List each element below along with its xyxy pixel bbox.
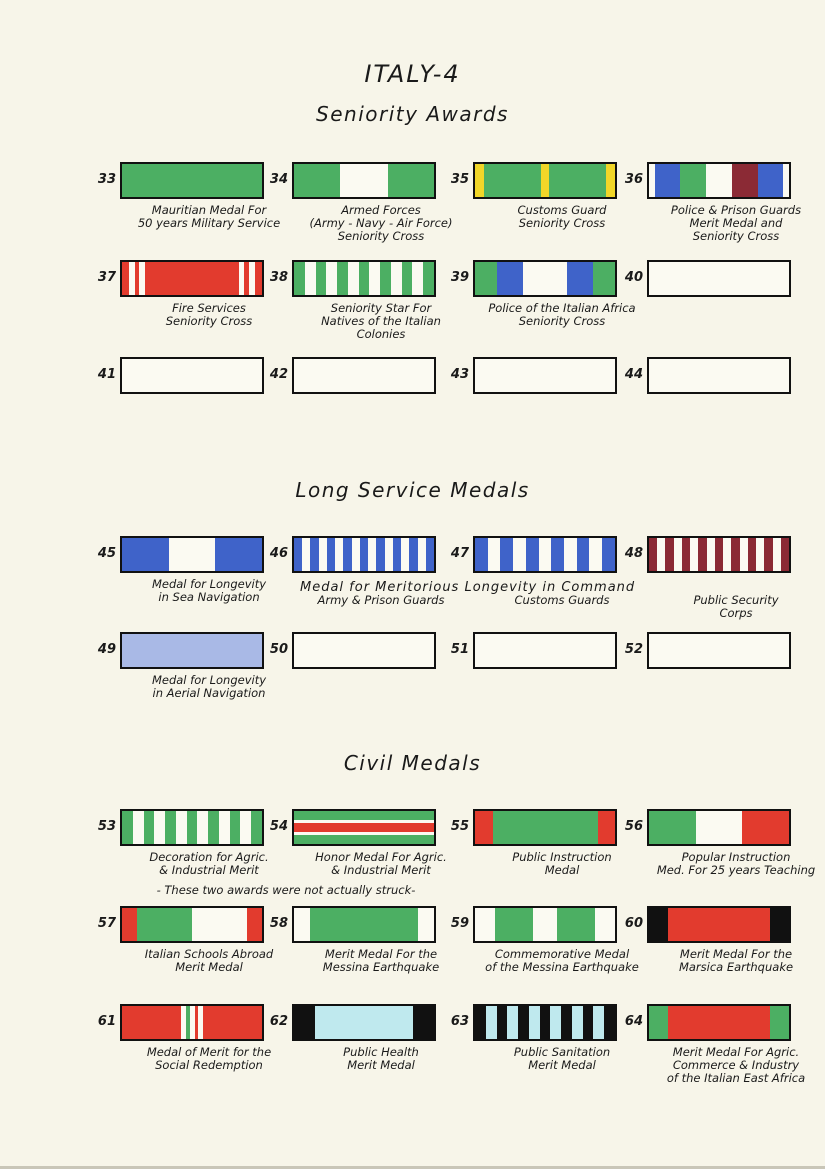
ribbon-swatch: [647, 809, 791, 846]
ribbon-stripe: [133, 811, 144, 844]
ribbon-stripe: [770, 1006, 789, 1039]
ribbon-stripe: [192, 908, 247, 941]
ribbon-stripe: [360, 538, 368, 571]
ribbon-stripe: [589, 538, 602, 571]
ribbon-stripe: [690, 538, 698, 571]
ribbon-stripe: [385, 538, 393, 571]
ribbon-stripe: [230, 811, 241, 844]
ribbon-swatch: [647, 632, 791, 669]
ribbon-stripe: [327, 538, 335, 571]
ribbon-stripe: [649, 538, 657, 571]
ribbon-caption: Mauritian Medal For 50 years Military Service: [137, 203, 281, 230]
ribbon-stripe: [715, 538, 723, 571]
ribbon-swatch: [120, 1004, 264, 1041]
ribbon-stripe: [696, 811, 743, 844]
ribbon-swatch: [292, 162, 436, 199]
ribbon-stripe: [294, 908, 310, 941]
ribbon-stripe: [564, 538, 577, 571]
ribbon-stripe: [497, 262, 524, 295]
ribbon-stripe: [122, 359, 262, 392]
ribbon-caption: Merit Medal For the Marsica Earthquake: [678, 947, 794, 974]
ribbon-stripe: [423, 262, 434, 295]
ribbon-stripe: [680, 164, 706, 197]
ribbon-stripe: [484, 164, 541, 197]
ribbon-number: 44: [624, 367, 643, 382]
ribbon-swatch: [473, 162, 617, 199]
ribbon-number: 55: [450, 819, 469, 834]
ribbon-stripe: [319, 538, 327, 571]
ribbon-stripe: [305, 262, 316, 295]
ribbon-swatch: [647, 906, 791, 943]
ribbon-stripe: [122, 538, 169, 571]
ribbon-stripe: [294, 811, 434, 820]
ribbon-number: 52: [624, 642, 643, 657]
ribbon-number: 50: [269, 642, 288, 657]
ribbon-swatch: [647, 357, 791, 394]
page-title: ITALY-4: [364, 60, 461, 88]
ribbon-stripe: [475, 538, 488, 571]
ribbon-stripe: [294, 164, 340, 197]
ribbon-swatch: [292, 1004, 436, 1041]
ribbon-stripe: [557, 908, 595, 941]
ribbon-caption: Popular Instruction Med. For 25 years Teaching: [656, 850, 816, 877]
ribbon-number: 51: [450, 642, 469, 657]
ribbon-caption: Customs Guards: [514, 593, 610, 607]
ribbon-stripe: [748, 538, 756, 571]
ribbon-stripe: [169, 538, 216, 571]
ribbon-stripe: [781, 538, 789, 571]
ribbon-number: 42: [269, 367, 288, 382]
ribbon-swatch: [647, 1004, 791, 1041]
ribbon-stripe: [343, 538, 351, 571]
ribbon-number: 46: [269, 546, 288, 561]
ribbon-stripe: [595, 908, 615, 941]
ribbon-caption: Medal for Longevity in Aerial Navigation: [151, 673, 267, 700]
ribbon-number: 34: [269, 172, 288, 187]
ribbon-caption: Public Instruction Medal: [512, 850, 612, 877]
ribbon-number: 61: [97, 1014, 116, 1029]
long-service-shared-caption: Medal for Meritorious Longevity in Command: [300, 580, 636, 595]
ribbon-stripe: [412, 262, 423, 295]
ribbon-stripe: [122, 1006, 181, 1039]
ribbon-stripe: [315, 1006, 412, 1039]
ribbon-stripe: [567, 262, 594, 295]
ribbon-swatch: [473, 260, 617, 297]
ribbon-stripe: [572, 1006, 583, 1039]
ribbon-stripe: [523, 262, 566, 295]
ribbon-stripe: [732, 164, 758, 197]
ribbon-swatch: [473, 357, 617, 394]
ribbon-stripe: [593, 1006, 604, 1039]
ribbon-swatch: [120, 632, 264, 669]
ribbon-swatch: [647, 536, 791, 573]
section-heading-long-service: Long Service Medals: [295, 478, 530, 502]
ribbon-stripe: [475, 811, 493, 844]
ribbon-stripe: [393, 538, 401, 571]
ribbon-stripe: [549, 164, 606, 197]
ribbon-caption: Decoration for Agric. & Industrial Merit: [149, 850, 269, 877]
civil-not-struck-note: - These two awards were not actually struck-: [156, 883, 416, 897]
ribbon-stripe: [665, 538, 673, 571]
ribbon-stripe: [203, 1006, 262, 1039]
ribbon-stripe: [649, 262, 789, 295]
ribbon-stripe: [606, 164, 615, 197]
ribbon-stripe: [764, 538, 772, 571]
ribbon-swatch: [647, 260, 791, 297]
ribbon-number: 40: [624, 270, 643, 285]
ribbon-stripe: [540, 1006, 551, 1039]
ribbon-stripe: [655, 164, 681, 197]
ribbon-swatch: [120, 162, 264, 199]
ribbon-stripe: [497, 1006, 508, 1039]
ribbon-number: 38: [269, 270, 288, 285]
ribbon-stripe: [649, 811, 696, 844]
ribbon-caption: Italian Schools Abroad Merit Medal: [144, 947, 274, 974]
ribbon-stripe: [145, 262, 238, 295]
ribbon-number: 63: [450, 1014, 469, 1029]
ribbon-stripe: [122, 164, 262, 197]
ribbon-stripe: [731, 538, 739, 571]
ribbon-stripe: [668, 908, 770, 941]
ribbon-number: 57: [97, 916, 116, 931]
ribbon-stripe: [337, 262, 348, 295]
ribbon-number: 56: [624, 819, 643, 834]
ribbon-number: 43: [450, 367, 469, 382]
ribbon-stripe: [391, 262, 402, 295]
ribbon-number: 41: [97, 367, 116, 382]
ribbon-stripe: [335, 538, 343, 571]
ribbon-stripe: [409, 538, 417, 571]
ribbon-stripe: [122, 908, 137, 941]
ribbon-number: 47: [450, 546, 469, 561]
ribbon-swatch: [473, 906, 617, 943]
ribbon-swatch: [473, 1004, 617, 1041]
ribbon-number: 36: [624, 172, 643, 187]
ribbon-caption: Armed Forces (Army - Navy - Air Force) Seniority Cross: [309, 203, 453, 243]
ribbon-number: 45: [97, 546, 116, 561]
ribbon-stripe: [706, 164, 732, 197]
ribbon-swatch: [120, 260, 264, 297]
ribbon-stripe: [294, 538, 302, 571]
ribbon-stripe: [488, 538, 501, 571]
ribbon-number: 62: [269, 1014, 288, 1029]
ribbon-stripe: [402, 262, 413, 295]
ribbon-stripe: [418, 908, 434, 941]
ribbon-stripe: [577, 538, 590, 571]
ribbon-swatch: [292, 260, 436, 297]
ribbon-stripe: [369, 262, 380, 295]
ribbon-swatch: [473, 809, 617, 846]
section-heading-civil: Civil Medals: [343, 751, 482, 775]
ribbon-stripe: [247, 908, 262, 941]
ribbon-caption: Merit Medal For Agric. Commerce & Industry of the Italian East Africa: [666, 1045, 806, 1085]
ribbon-caption: Commemorative Medal of the Messina Earthquake: [485, 947, 639, 974]
ribbon-stripe: [413, 1006, 434, 1039]
ribbon-swatch: [292, 809, 436, 846]
ribbon-stripe: [154, 811, 165, 844]
ribbon-number: 49: [97, 642, 116, 657]
ribbon-stripe: [122, 634, 262, 667]
ribbon-stripe: [593, 262, 615, 295]
ribbon-swatch: [120, 906, 264, 943]
ribbon-stripe: [657, 538, 665, 571]
ribbon-number: 37: [97, 270, 116, 285]
ribbon-stripe: [294, 262, 305, 295]
ribbon-stripe: [598, 811, 616, 844]
ribbon-stripe: [742, 811, 789, 844]
ribbon-caption: Honor Medal For Agric. & Industrial Merit: [315, 850, 447, 877]
ribbon-number: 53: [97, 819, 116, 834]
ribbon-stripe: [740, 538, 748, 571]
ribbon-caption: Fire Services Seniority Cross: [165, 301, 253, 328]
ribbon-number: 33: [97, 172, 116, 187]
ribbon-stripe: [187, 811, 198, 844]
ribbon-stripe: [495, 908, 533, 941]
ribbon-stripe: [486, 1006, 497, 1039]
ribbon-stripe: [682, 538, 690, 571]
ribbon-stripe: [526, 538, 539, 571]
ribbon-stripe: [418, 538, 426, 571]
ribbon-stripe: [316, 262, 327, 295]
ribbon-number: 35: [450, 172, 469, 187]
ribbon-stripe: [176, 811, 187, 844]
ribbon-stripe: [783, 164, 789, 197]
ribbon-number: 60: [624, 916, 643, 931]
ribbon-stripe: [649, 1006, 668, 1039]
ribbon-stripe: [426, 538, 434, 571]
ribbon-stripe: [475, 1006, 486, 1039]
ribbon-stripe: [475, 164, 484, 197]
ribbon-number: 58: [269, 916, 288, 931]
ribbon-stripe: [533, 908, 556, 941]
ribbon-stripe: [756, 538, 764, 571]
ribbon-stripe: [294, 1006, 315, 1039]
ribbon-stripe: [649, 634, 789, 667]
ribbon-stripe: [475, 634, 615, 667]
ribbon-stripe: [493, 811, 598, 844]
ribbon-stripe: [165, 811, 176, 844]
ribbon-stripe: [359, 262, 370, 295]
ribbon-swatch: [473, 632, 617, 669]
ribbon-stripe: [583, 1006, 594, 1039]
ribbon-caption: Police & Prison Guards Merit Medal and Seniority Cross: [670, 203, 802, 243]
ribbon-stripe: [668, 1006, 770, 1039]
ribbon-number: 48: [624, 546, 643, 561]
ribbon-stripe: [770, 908, 789, 941]
ribbon-stripe: [539, 538, 552, 571]
ribbon-stripe: [352, 538, 360, 571]
ribbon-stripe: [340, 164, 388, 197]
ribbon-stripe: [602, 538, 615, 571]
ribbon-stripe: [529, 1006, 540, 1039]
ribbon-stripe: [550, 1006, 561, 1039]
ribbon-stripe: [137, 908, 192, 941]
ribbon-stripe: [604, 1006, 615, 1039]
ribbon-swatch: [647, 162, 791, 199]
ribbon-swatch: [292, 536, 436, 573]
ribbon-stripe: [251, 811, 262, 844]
ribbon-caption: Army & Prison Guards: [317, 593, 445, 607]
ribbon-stripe: [122, 262, 129, 295]
ribbon-swatch: [292, 906, 436, 943]
ribbon-stripe: [518, 1006, 529, 1039]
ribbon-stripe: [541, 164, 550, 197]
ribbon-swatch: [120, 809, 264, 846]
ribbon-stripe: [310, 908, 418, 941]
ribbon-stripe: [475, 359, 615, 392]
ribbon-stripe: [302, 538, 310, 571]
ribbon-stripe: [122, 811, 133, 844]
ribbon-stripe: [144, 811, 155, 844]
ribbon-stripe: [707, 538, 715, 571]
ribbon-stripe: [401, 538, 409, 571]
ribbon-stripe: [208, 811, 219, 844]
ribbon-stripe: [326, 262, 337, 295]
ribbon-swatch: [292, 357, 436, 394]
ribbon-stripe: [294, 634, 434, 667]
ribbon-number: 59: [450, 916, 469, 931]
ribbon-caption: Medal of Merit for the Social Redemption: [146, 1045, 272, 1072]
ribbon-stripe: [773, 538, 781, 571]
ribbon-caption: Police of the Italian Africa Seniority Cross: [488, 301, 636, 328]
ribbon-stripe: [215, 538, 262, 571]
ribbon-caption: Public Security Corps: [693, 593, 779, 620]
ribbon-caption: Public Sanitation Merit Medal: [513, 1045, 611, 1072]
ribbon-stripe: [380, 262, 391, 295]
ribbon-stripe: [348, 262, 359, 295]
ribbon-stripe: [197, 811, 208, 844]
ribbon-caption: Medal for Longevity in Sea Navigation: [151, 577, 267, 604]
ribbon-swatch: [473, 536, 617, 573]
ribbon-caption: Seniority Star For Natives of the Italian Colonies: [321, 301, 441, 341]
ribbon-stripe: [507, 1006, 518, 1039]
ribbon-stripe: [500, 538, 513, 571]
ribbon-stripe: [294, 823, 434, 832]
ribbon-stripe: [649, 359, 789, 392]
ribbon-stripe: [240, 811, 251, 844]
ribbon-stripe: [294, 835, 434, 844]
ribbon-swatch: [292, 632, 436, 669]
ribbon-stripe: [758, 164, 784, 197]
section-heading-seniority: Seniority Awards: [316, 102, 509, 126]
ribbon-stripe: [723, 538, 731, 571]
ribbon-swatch: [120, 536, 264, 573]
ribbon-caption: Public Health Merit Medal: [343, 1045, 419, 1072]
ribbon-stripe: [376, 538, 384, 571]
ribbon-number: 39: [450, 270, 469, 285]
ribbon-stripe: [310, 538, 318, 571]
ribbon-caption: Customs Guard Seniority Cross: [517, 203, 607, 230]
ribbon-stripe: [698, 538, 706, 571]
ribbon-stripe: [255, 262, 262, 295]
ribbon-stripe: [513, 538, 526, 571]
ribbon-swatch: [120, 357, 264, 394]
ribbon-stripe: [561, 1006, 572, 1039]
ribbon-stripe: [475, 908, 495, 941]
ribbon-stripe: [674, 538, 682, 571]
ribbon-number: 54: [269, 819, 288, 834]
ribbon-stripe: [551, 538, 564, 571]
ribbon-number: 64: [624, 1014, 643, 1029]
ribbon-caption: Merit Medal For the Messina Earthquake: [322, 947, 440, 974]
ribbon-stripe: [368, 538, 376, 571]
ribbon-stripe: [388, 164, 434, 197]
ribbon-stripe: [294, 359, 434, 392]
ribbon-stripe: [649, 908, 668, 941]
ribbon-stripe: [475, 262, 497, 295]
ribbon-stripe: [219, 811, 230, 844]
